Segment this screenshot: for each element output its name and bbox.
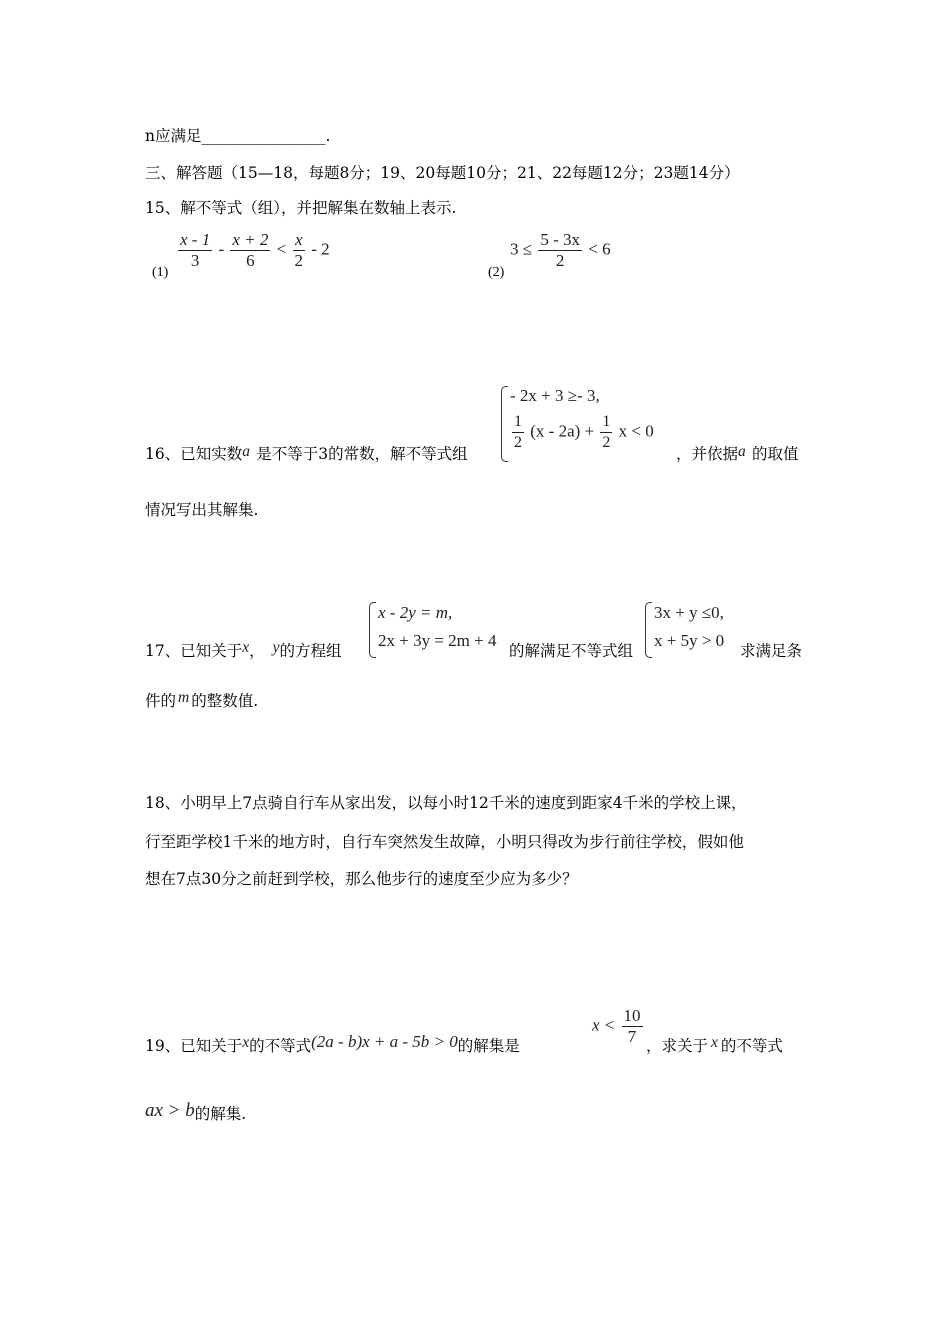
minus-sign: - xyxy=(218,239,225,259)
q17-equation-system xyxy=(369,602,509,658)
q19-text: 的不等式 xyxy=(249,1037,312,1055)
var-x: x xyxy=(242,1034,250,1051)
q15-inequality-2 xyxy=(510,230,611,271)
q19-inequality: (2a - b)x + a - 5b > 0 xyxy=(311,1032,458,1051)
brace xyxy=(369,602,376,658)
frac-denominator: 2 xyxy=(294,251,304,270)
tail-term: < 6 xyxy=(588,239,611,259)
q19-text: ，求关于 xyxy=(646,1037,709,1055)
q18-prompt-line3: 想在7点30分之前赶到学校，那么他步行的速度至少应为多少？ xyxy=(145,870,578,888)
q17-text: 件的 xyxy=(145,692,177,710)
frac-denominator: 2 xyxy=(555,251,565,270)
q16-prompt-line2: 情况写出其解集. xyxy=(145,501,259,519)
frac-numerator: 1 xyxy=(602,413,611,430)
q17-inequality-system xyxy=(645,602,740,658)
system-row: x - 2y = m, xyxy=(378,603,453,622)
frac-numerator: x - 1 xyxy=(180,230,211,249)
brace xyxy=(645,602,652,658)
frac-denominator: 2 xyxy=(514,434,522,451)
answer-blank-line: n应满足________________. xyxy=(145,127,331,145)
var-x: x xyxy=(711,1034,718,1051)
system-row: - 2x + 3 ≥- 3, xyxy=(510,386,600,405)
q19-prompt xyxy=(145,1032,520,1058)
q16-text: ，并依据 xyxy=(676,445,739,463)
q18-prompt-line1: 18、小明早上7点骑自行车从家出发，以每小时12千米的速度到距家4千米的学校上课， xyxy=(145,794,747,812)
q19-prompt-line2 xyxy=(145,1100,247,1125)
var-m: m xyxy=(178,689,190,706)
q19-prompt-tail xyxy=(646,1035,783,1058)
system-term: (x - 2a) + xyxy=(530,421,595,441)
var-y: y xyxy=(272,639,280,656)
lead-term: 3 ≤ xyxy=(510,239,533,259)
system-row: 3x + y ≤0, xyxy=(654,603,724,622)
section-heading: 三、解答题（15—18，每题8分；19、20每题10分；21、22每题12分；23题14分） xyxy=(145,164,740,182)
var-a: a xyxy=(738,443,746,460)
system-row: x + 5y > 0 xyxy=(654,631,725,650)
q16-text: 是不等于3的常数，解不等式组 xyxy=(256,445,468,463)
frac-numerator: 5 - 3x xyxy=(540,230,581,249)
var-a: a xyxy=(242,443,250,460)
q15-inequality-1 xyxy=(176,230,330,271)
frac-denominator: 6 xyxy=(246,251,255,270)
frac-numerator: 1 xyxy=(514,413,522,430)
q16-prompt-tail xyxy=(676,443,799,466)
q17-prompt-line2 xyxy=(145,690,258,713)
frac-denominator: 7 xyxy=(627,1027,637,1046)
q19-text: 的解集是 xyxy=(457,1037,520,1055)
frac-numerator: x xyxy=(294,230,303,249)
q18-prompt-line2: 行至距学校1千米的地方时，自行车突然发生故障，小明只得改为步行前往学校，假如他 xyxy=(145,833,744,851)
frac-numerator: x + 2 xyxy=(232,230,269,249)
q19-target-inequality: ax > b xyxy=(145,1100,195,1121)
q19-solution-set xyxy=(592,1006,645,1047)
q16-text: 16、已知实数 xyxy=(145,445,243,463)
system-row xyxy=(510,412,654,453)
q19-text: 的不等式 xyxy=(720,1037,783,1055)
q16-text: 的取值 xyxy=(752,445,799,463)
q19-text: 19、已知关于 xyxy=(145,1037,243,1055)
q19-text: 的解集. xyxy=(194,1105,247,1123)
frac-denominator: 3 xyxy=(190,251,200,270)
q17-text: 17、已知关于 xyxy=(145,642,243,660)
q17-text: ， xyxy=(249,642,265,660)
q15-part1-label: (1) xyxy=(152,265,169,280)
q17-prompt-mid: 的解满足不等式组 xyxy=(509,642,634,660)
q16-prompt xyxy=(145,443,468,466)
less-than-sign: < xyxy=(276,239,287,259)
q15-part2-label: (2) xyxy=(488,265,505,280)
var-x: x xyxy=(242,639,250,656)
solution-lead: x < xyxy=(592,1015,616,1035)
frac-numerator: 10 xyxy=(623,1006,641,1025)
q17-prompt xyxy=(145,640,342,663)
tail-term: - 2 xyxy=(311,239,330,259)
frac-denominator: 2 xyxy=(602,434,611,451)
brace xyxy=(501,386,508,462)
q15-prompt: 15、解不等式（组），并把解集在数轴上表示. xyxy=(145,199,457,217)
q17-prompt-tail: 求满足条 xyxy=(740,642,803,660)
q16-inequality-system xyxy=(501,386,676,462)
q17-text: 的整数值. xyxy=(191,692,259,710)
system-row: 2x + 3y = 2m + 4 xyxy=(378,631,497,650)
system-term: x < 0 xyxy=(618,421,654,441)
q17-text: 的方程组 xyxy=(279,642,342,660)
